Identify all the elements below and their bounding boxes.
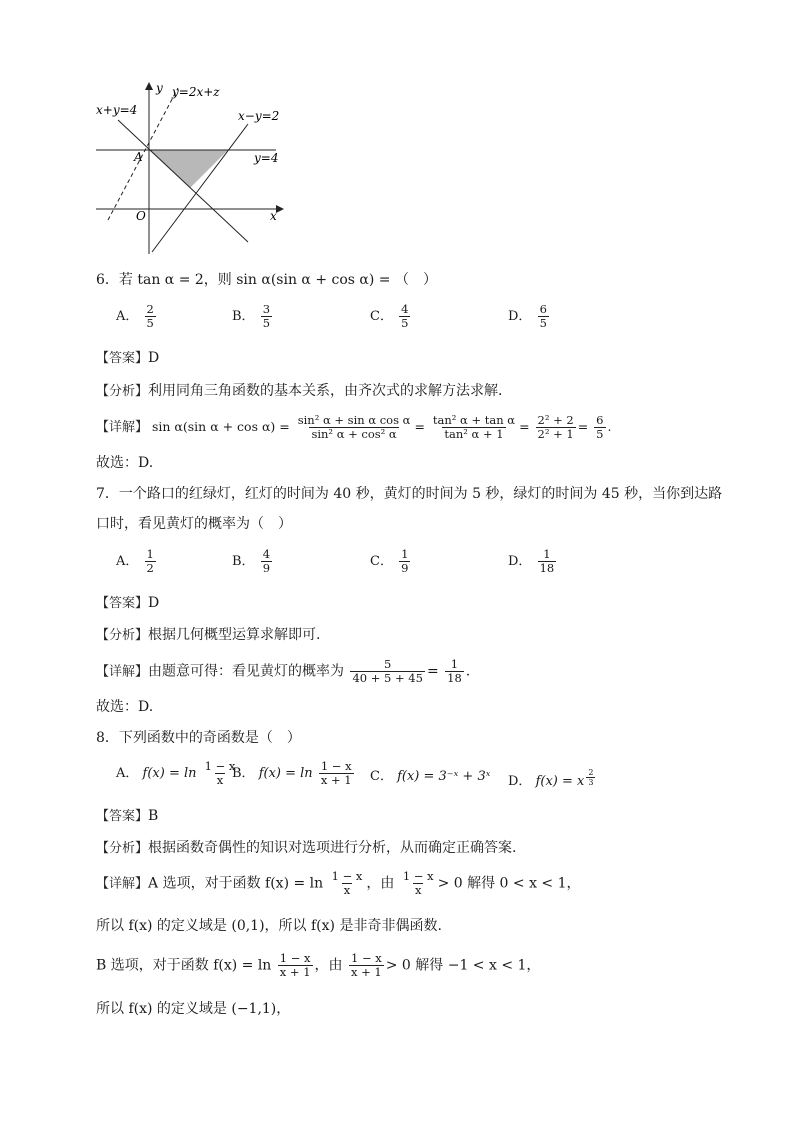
q8-option-d-exp-num: 2 — [588, 768, 594, 777]
q6-detail-f1-num: sin² α + sin α cos α — [297, 413, 411, 427]
graph-point-a-label: A — [134, 150, 143, 164]
q6-analysis-tag: 【分析】 — [96, 384, 149, 399]
q6-answer-value: D — [148, 350, 160, 366]
q8-option-c[interactable] — [370, 768, 490, 786]
q6-detail-f2-num: tan² α + tan α — [432, 413, 516, 427]
q8-option-c-text: f(x) = 3⁻ˣ + 3ˣ — [397, 769, 491, 784]
q7-answer — [96, 593, 159, 614]
q8-detail-b-line1 — [96, 952, 540, 979]
q7-option-b[interactable] — [232, 548, 274, 575]
graph-label-xmy2: x−y=2 — [238, 109, 280, 123]
q8-option-a-den: x — [216, 773, 224, 787]
q8-analysis-text: 根据函数奇偶性的知识对选项进行分析，从而确定正确答案. — [148, 840, 517, 856]
q7-option-a-num: 1 — [146, 547, 154, 561]
graph-label-y4: y=4 — [254, 151, 279, 165]
q7-detail-num: 5 — [384, 657, 392, 671]
q8-option-b-den: x + 1 — [320, 773, 352, 787]
q8-option-b-pre: f(x) = ln — [258, 766, 313, 781]
q6-option-c-label: C． — [370, 309, 393, 324]
q7-analysis-tag: 【分析】 — [96, 628, 149, 643]
q8-detail-a-post: > 0 解得 0 < x < 1， — [437, 875, 581, 892]
q7-option-a[interactable] — [116, 548, 158, 575]
q6-detail-lhs: sin α(sin α + cos α) = — [152, 419, 290, 434]
q8-option-d-text: f(x) = x — [535, 773, 585, 789]
q6-option-a-den: 5 — [146, 316, 154, 330]
q8-answer-tag: 【答案】 — [96, 809, 149, 824]
q8-detail-a-den2: x — [414, 883, 422, 897]
q8-answer — [96, 806, 158, 827]
graph-label-y2x: y=2x+z — [172, 85, 220, 99]
q6-detail-f1-den: sin² α + cos² α — [311, 427, 397, 441]
q8-detail-b-mid: ，由 — [314, 957, 343, 974]
q7-option-b-den: 9 — [262, 561, 271, 575]
line-x-minus-y-2 — [152, 124, 248, 252]
q7-option-b-label: B． — [232, 554, 255, 569]
q7-detail-result-den: 18 — [447, 671, 462, 685]
q7-option-d-den: 18 — [539, 561, 555, 575]
graph-axis-x-label: x — [270, 209, 277, 223]
line-x-plus-y-4 — [118, 120, 248, 242]
q8-answer-value: B — [148, 808, 159, 824]
q8-detail-a-den: x — [343, 883, 351, 897]
q6-analysis — [96, 381, 512, 402]
q6-option-d[interactable] — [508, 303, 551, 330]
q6-stem: 6．若 tan α = 2，则 sin α(sin α + cos α) = （ ） — [96, 272, 437, 288]
q6-answer — [96, 348, 159, 369]
q7-stem-line1: 7．一个路口的红绿灯，红灯的时间为 40 秒，黄灯的时间为 5 秒，绿灯的时间为 45 秒，当你到达路 — [96, 486, 723, 502]
q7-analysis-text: 根据几何概型运算求解即可. — [148, 627, 321, 643]
q6-conclusion: 故选：D. — [96, 455, 154, 471]
q8-option-b[interactable] — [232, 760, 356, 787]
q8-option-d-exp-den: 3 — [588, 778, 594, 787]
q8-detail-a-line2: 所以 f(x) 的定义域是 (0,1)，所以 f(x) 是非奇非偶函数. — [96, 918, 442, 934]
q6-detail-f3-den: 2² + 1 — [537, 427, 574, 441]
q7-option-c-label: C． — [370, 554, 393, 569]
q6-option-a-num: 2 — [146, 302, 154, 316]
q6-detail-f2-den: tan² α + 1 — [444, 427, 504, 441]
graph-label-xy4: x+y=4 — [96, 103, 138, 117]
q8-detail-tag: 【详解】 — [96, 876, 149, 892]
q6-answer-tag: 【答案】 — [96, 351, 149, 366]
q7-option-d-num: 1 — [543, 547, 551, 561]
q6-option-b-den: 5 — [262, 316, 271, 330]
q7-answer-tag: 【答案】 — [96, 596, 149, 611]
y-axis-arrow — [145, 82, 153, 90]
q8-option-d[interactable] — [508, 768, 597, 791]
q8-detail-b-num: 1 − x — [279, 951, 311, 965]
q7-analysis — [96, 625, 320, 646]
q6-option-b-num: 3 — [262, 302, 271, 316]
graph-origin-label: O — [136, 209, 146, 223]
q6-option-b[interactable] — [232, 303, 274, 330]
q7-conclusion: 故选：D. — [96, 699, 154, 715]
q6-detail: 【详解】 sin α(sin α + cos α) = $\frac{\text{sin² α + sin α cos α}}{\text{sin² α + cos² α}}$ = $\frac{\text{tan² α + tan α}}{\text{tan² α + 1}}$ = $\frac{\text{2² + 2}}{\text{2² + 1}}$ = $\frac{6}{5}$ . — [96, 413, 612, 441]
q7-detail-tag: 【详解】 — [96, 664, 149, 680]
q6-option-d-num: 6 — [539, 302, 547, 316]
q8-option-a-num: 1 − x — [204, 759, 236, 773]
q8-detail-a-num2: 1 − x — [402, 869, 434, 883]
q8-detail-b-pre: B 选项，对于函数 f(x) = ln — [96, 957, 272, 974]
q7-detail: 【详解】由题意可得：看见黄灯的概率为 $\frac{5}{40 + 5 + 45}$ = $\frac{1}{18}$ . — [96, 657, 471, 685]
q8-option-a[interactable] — [116, 760, 239, 787]
q7-detail-result-num: 1 — [450, 657, 459, 671]
q7-option-c[interactable] — [370, 548, 412, 575]
q8-option-c-label: C． — [370, 769, 393, 784]
q8-detail-b-den: x + 1 — [279, 965, 311, 979]
graph-axis-y-label: y — [156, 81, 163, 95]
x-axis-arrow — [276, 205, 284, 213]
q6-detail-f4-num: 6 — [596, 413, 604, 427]
q8-option-a-label: A． — [116, 766, 139, 781]
q8-detail-b-post: > 0 解得 −1 < x < 1， — [385, 957, 541, 974]
q8-option-a-pre: f(x) = ln — [142, 766, 197, 781]
feasible-region — [149, 150, 228, 188]
q7-stem-line2: 口时，看见黄灯的概率为（ ） — [96, 516, 292, 532]
q8-option-d-label: D． — [508, 773, 532, 789]
q8-detail-b-den2: x + 1 — [350, 965, 382, 979]
q7-option-c-den: 9 — [401, 561, 409, 575]
q8-detail-a-line1 — [96, 870, 581, 897]
q6-option-a-label: A． — [116, 309, 139, 324]
q6-detail-f4-den: 5 — [596, 427, 604, 441]
q8-detail-b-num2: 1 − x — [350, 951, 382, 965]
q8-option-b-num: 1 − x — [320, 759, 352, 773]
q8-analysis-tag: 【分析】 — [96, 841, 149, 856]
q7-option-b-num: 4 — [262, 547, 271, 561]
q8-analysis — [96, 838, 516, 859]
q6-option-a[interactable] — [116, 303, 158, 330]
q8-option-b-label: B． — [232, 766, 255, 781]
q8-detail-a-pre: A 选项，对于函数 f(x) = ln — [148, 875, 324, 892]
q7-option-a-den: 2 — [146, 561, 154, 575]
q6-option-c-den: 5 — [401, 316, 409, 330]
q6-option-d-label: D． — [508, 309, 532, 324]
q7-detail-den: 40 + 5 + 45 — [352, 671, 423, 685]
q8-detail-a-num: 1 − x — [331, 869, 363, 883]
q7-option-d-label: D． — [508, 554, 532, 569]
q7-answer-value: D — [148, 595, 160, 611]
linear-programming-graph — [90, 78, 290, 260]
q7-option-a-label: A． — [116, 554, 139, 569]
q6-detail-tag: 【详解】 — [96, 420, 149, 435]
q6-option-c-num: 4 — [401, 302, 409, 316]
q8-detail-b-line2: 所以 f(x) 的定义域是 (−1,1)， — [96, 1001, 291, 1017]
q6-option-b-label: B． — [232, 309, 255, 324]
q6-option-d-den: 5 — [539, 316, 547, 330]
q7-option-c-num: 1 — [401, 547, 409, 561]
q6-option-c[interactable] — [370, 303, 412, 330]
q8-detail-a-mid: ，由 — [366, 875, 395, 892]
q7-option-d[interactable] — [508, 548, 558, 575]
q6-analysis-text: 利用同角三角函数的基本关系，由齐次式的求解方法求解． — [148, 383, 513, 399]
q6-detail-f3-num: 2² + 2 — [537, 413, 574, 427]
q8-stem: 8．下列函数中的奇函数是（ ） — [96, 730, 301, 746]
q7-detail-text: 由题意可得：看见黄灯的概率为 — [148, 663, 345, 680]
